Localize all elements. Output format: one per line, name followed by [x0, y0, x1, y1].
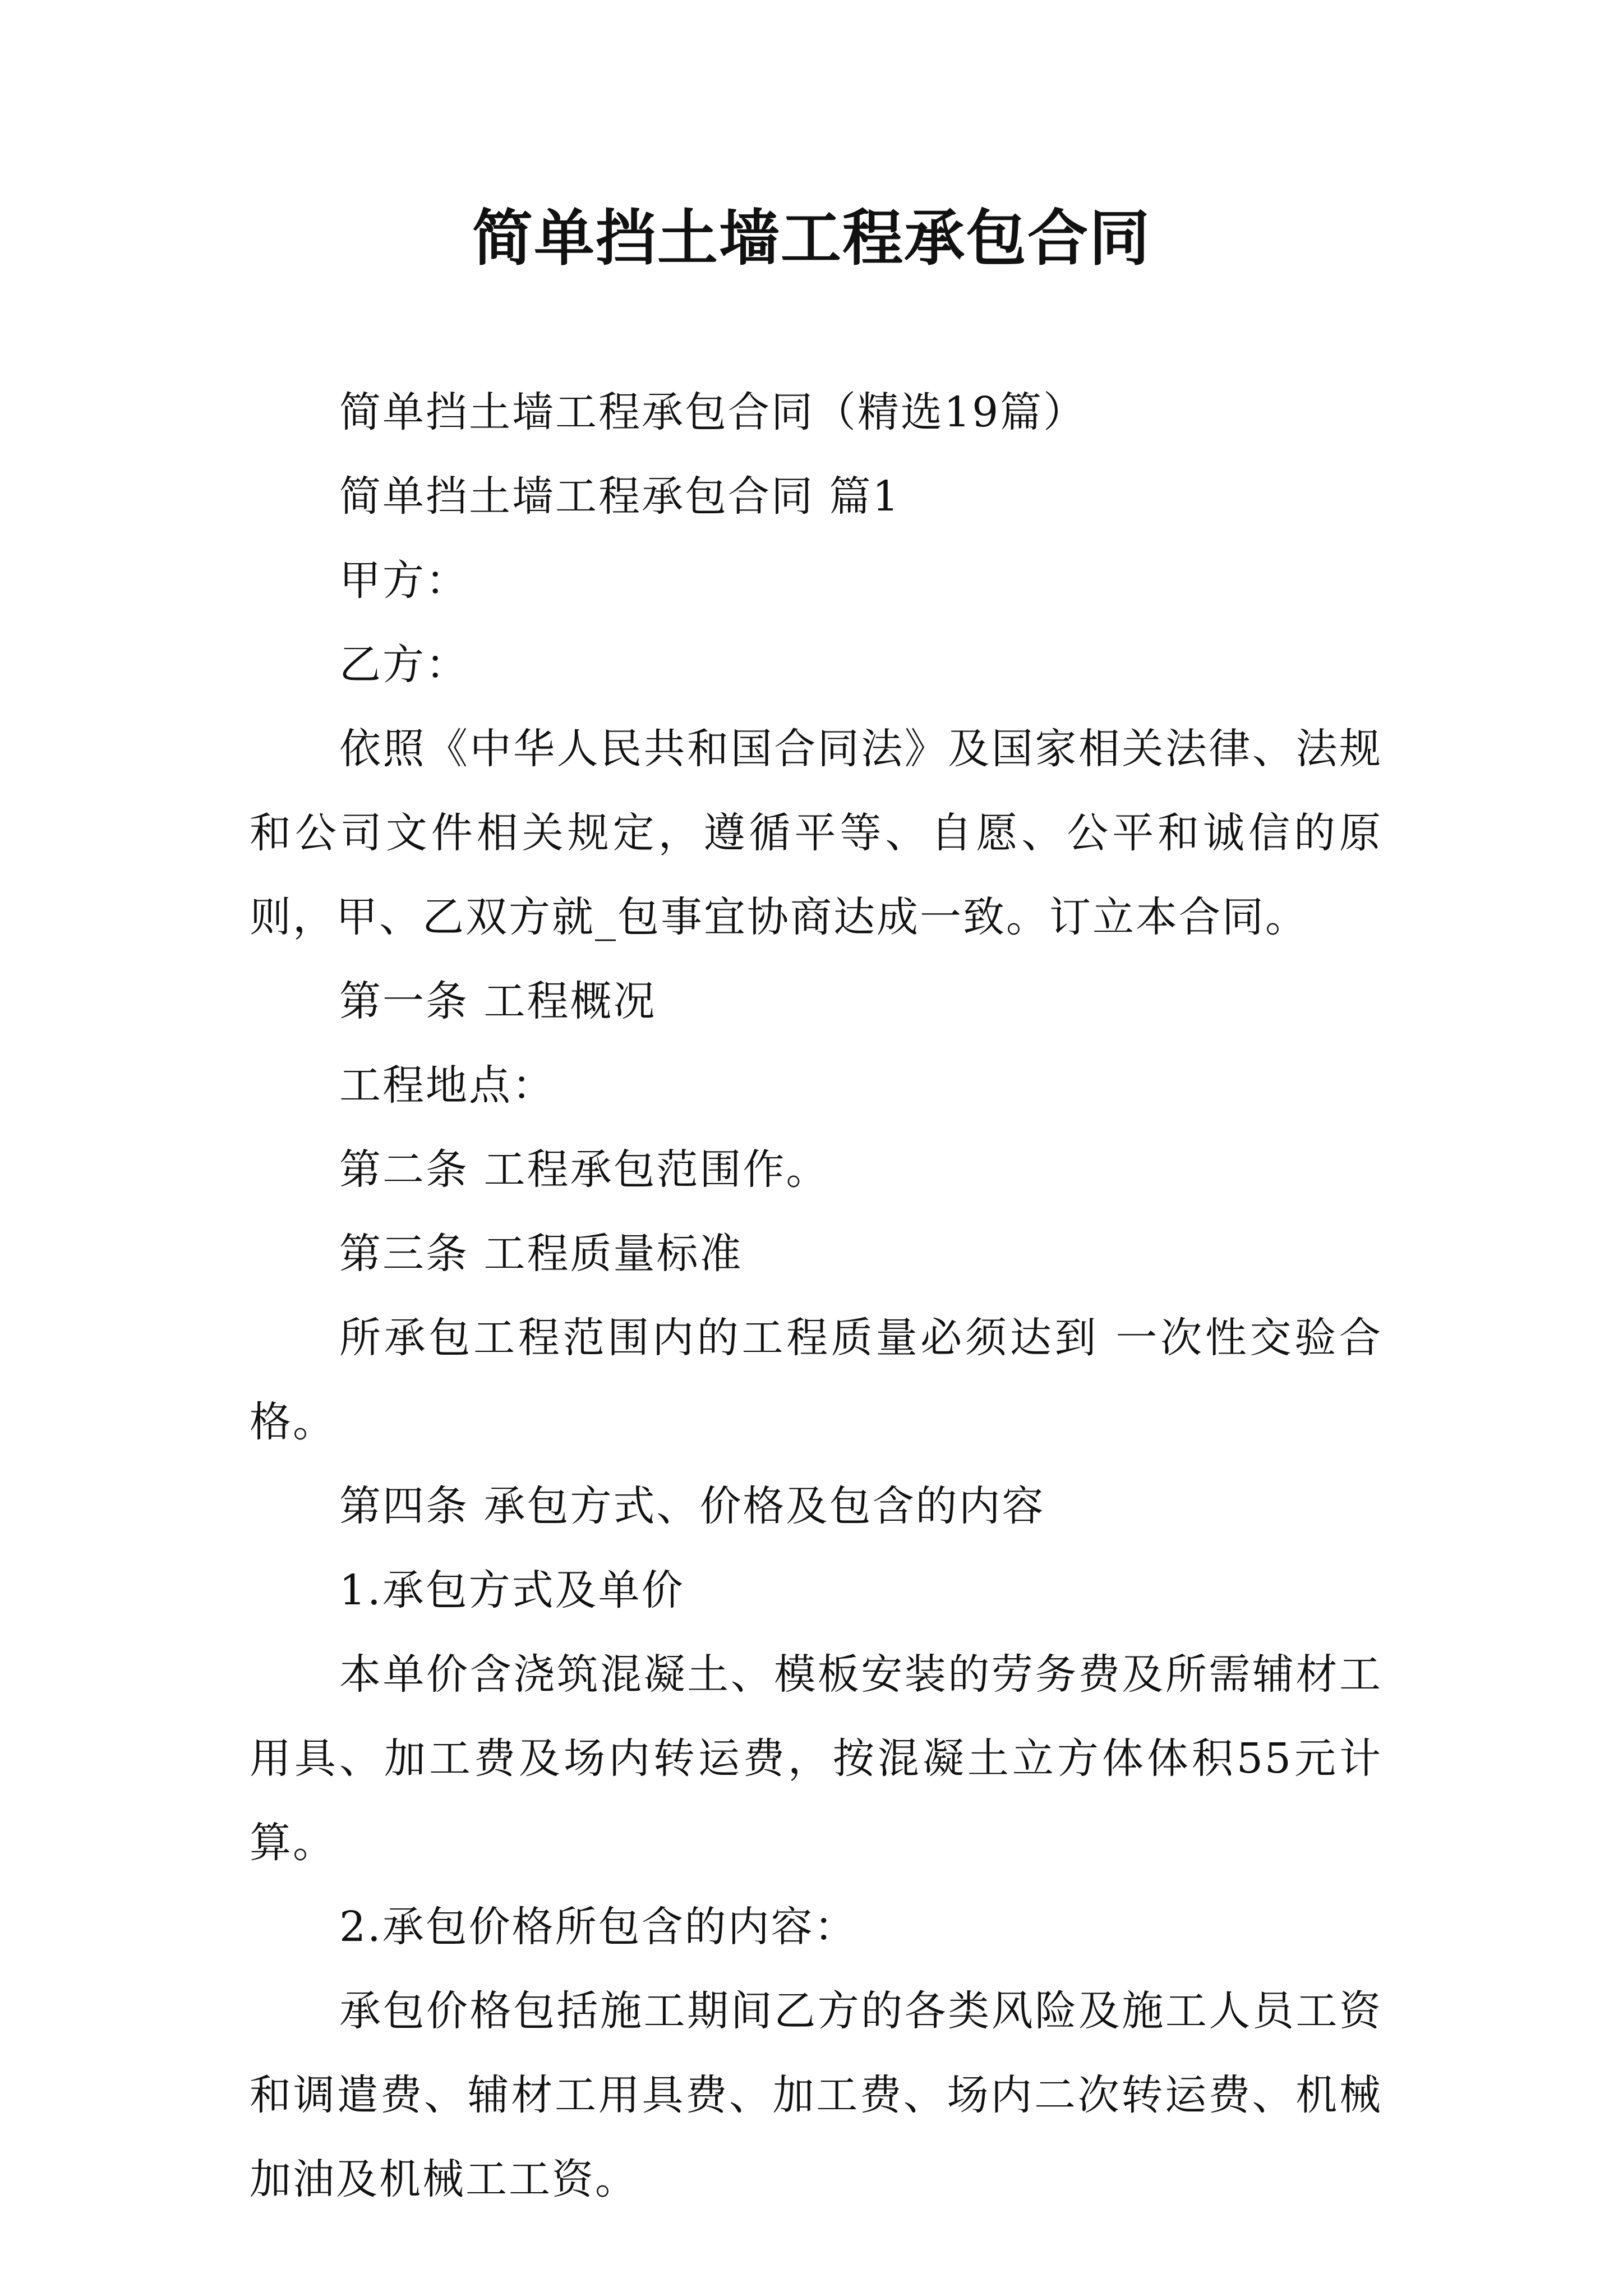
paragraph-price-content-heading: 2.承包价格所包含的内容： — [339, 1903, 857, 1951]
paragraph-article-1-heading: 第一条 工程概况 — [339, 977, 657, 1025]
paragraph-party-a: 甲方： — [339, 556, 469, 605]
paragraph-party-b: 乙方： — [339, 641, 469, 689]
paragraph-contract-method-heading: 1.承包方式及单价 — [339, 1566, 685, 1614]
paragraph-section-heading: 简单挡土墙工程承包合同 篇1 — [339, 472, 901, 521]
paragraph-article-2-heading: 第二条 工程承包范围作。 — [339, 1145, 829, 1194]
paragraph-preamble: 依照《中华人民共和国合同法》及国家相关法律、法规和公司文件相关规定，遵循平等、自愿、公平和诚信的原则，甲、乙双方就_包事宜协商达成一致。订立本合同。 — [250, 725, 1382, 941]
paragraph-quality-standard: 所承包工程范围内的工程质量必须达到 一次性交验合格。 — [250, 1314, 1382, 1446]
paragraph-price-content: 承包价格包括施工期间乙方的各类风险及施工人员工资和调遣费、辅材工用具费、加工费、场内二次转运费、机械加油及机械工工资。 — [250, 1987, 1382, 2203]
paragraph-unit-price: 本单价含浇筑混凝土、模板安装的劳务费及所需辅材工用具、加工费及场内转运费，按混凝土立方体体积55元计算。 — [250, 1650, 1382, 1867]
document-title: 简单挡土墙工程承包合同 — [472, 203, 1151, 274]
document-body — [250, 370, 1382, 2221]
paragraph-subtitle: 简单挡土墙工程承包合同（精选19篇） — [339, 388, 1087, 436]
paragraph-article-4-heading: 第四条 承包方式、价格及包含的内容 — [339, 1482, 1045, 1530]
paragraph-project-location: 工程地点： — [339, 1061, 555, 1110]
paragraph-article-3-heading: 第三条 工程质量标准 — [339, 1230, 743, 1278]
